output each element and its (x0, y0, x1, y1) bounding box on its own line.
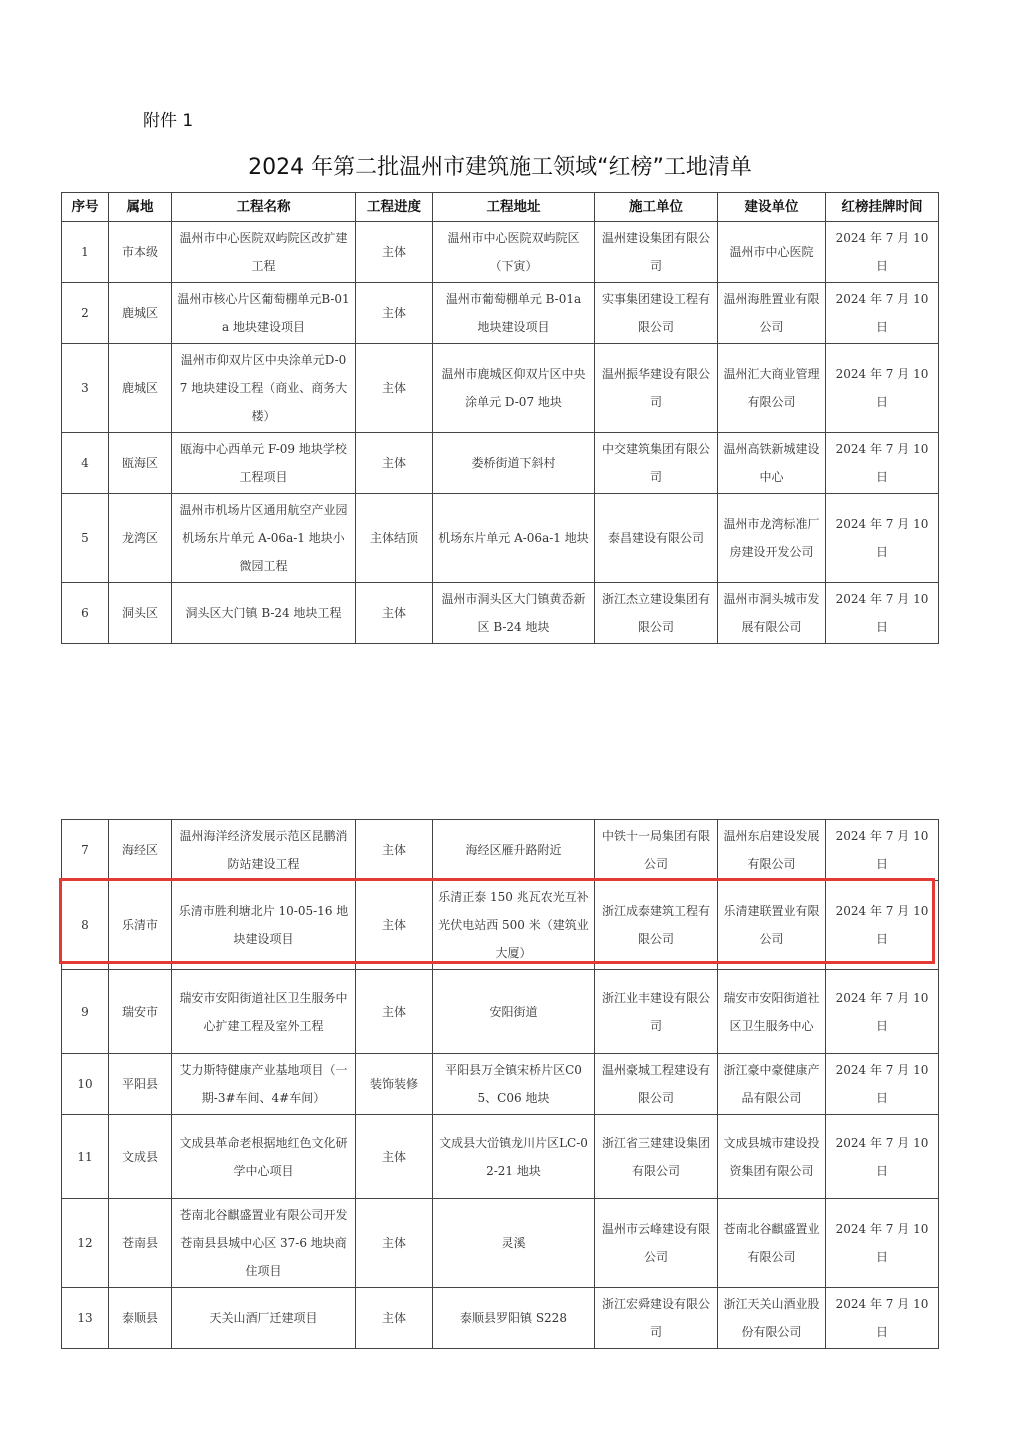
cell-no: 5 (62, 494, 109, 583)
table-row (62, 1288, 939, 1349)
cell-owner: 温州汇大商业管理有限公司 (718, 344, 826, 433)
cell-address: 平阳县万全镇宋桥片区C05、C06 地块 (433, 1054, 595, 1115)
cell-progress: 主体 (356, 583, 433, 644)
cell-owner: 浙江豪中豪健康产品有限公司 (718, 1054, 826, 1115)
table-header-row (62, 193, 939, 222)
cell-owner: 乐清建联置业有限公司 (718, 881, 826, 970)
cell-project: 温州市仰双片区中央涂单元D-07 地块建设工程（商业、商务大楼） (172, 344, 356, 433)
cell-project: 乐清市胜利塘北片 10-05-16 地块建设项目 (172, 881, 356, 970)
cell-address: 海经区雁升路附近 (433, 820, 595, 881)
table-row (62, 820, 939, 881)
cell-project: 温州市中心医院双屿院区改扩建工程 (172, 222, 356, 283)
cell-region: 市本级 (109, 222, 172, 283)
cell-owner: 文成县城市建设投资集团有限公司 (718, 1115, 826, 1199)
cell-date: 2024 年 7 月 10 日 (826, 1054, 939, 1115)
cell-address: 文成县大峃镇龙川片区LC-02-21 地块 (433, 1115, 595, 1199)
cell-no: 11 (62, 1115, 109, 1199)
header-contractor: 施工单位 (595, 193, 718, 222)
cell-date: 2024 年 7 月 10 日 (826, 222, 939, 283)
cell-date: 2024 年 7 月 10 日 (826, 1288, 939, 1349)
cell-project: 瑞安市安阳街道社区卫生服务中心扩建工程及室外工程 (172, 970, 356, 1054)
cell-project: 洞头区大门镇 B-24 地块工程 (172, 583, 356, 644)
cell-contractor: 中交建筑集团有限公司 (595, 433, 718, 494)
cell-address: 安阳街道 (433, 970, 595, 1054)
cell-project: 瓯海中心西单元 F-09 地块学校工程项目 (172, 433, 356, 494)
header-address: 工程地址 (433, 193, 595, 222)
header-project: 工程名称 (172, 193, 356, 222)
header-owner: 建设单位 (718, 193, 826, 222)
cell-contractor: 中铁十一局集团有限公司 (595, 820, 718, 881)
cell-contractor: 浙江成泰建筑工程有限公司 (595, 881, 718, 970)
cell-project: 温州市机场片区通用航空产业园机场东片单元 A-06a-1 地块小微园工程 (172, 494, 356, 583)
cell-progress: 装饰装修 (356, 1054, 433, 1115)
cell-contractor: 浙江杰立建设集团有限公司 (595, 583, 718, 644)
cell-address: 温州市葡萄棚单元 B-01a 地块建设项目 (433, 283, 595, 344)
cell-progress: 主体结顶 (356, 494, 433, 583)
cell-date: 2024 年 7 月 10 日 (826, 583, 939, 644)
cell-contractor: 温州振华建设有限公司 (595, 344, 718, 433)
table-row (62, 1199, 939, 1288)
cell-owner: 苍南北谷麒盛置业有限公司 (718, 1199, 826, 1288)
cell-project: 苍南北谷麒盛置业有限公司开发苍南县县城中心区 37-6 地块商住项目 (172, 1199, 356, 1288)
cell-date: 2024 年 7 月 10 日 (826, 433, 939, 494)
cell-region: 鹿城区 (109, 283, 172, 344)
cell-region: 瑞安市 (109, 970, 172, 1054)
cell-region: 文成县 (109, 1115, 172, 1199)
cell-region: 洞头区 (109, 583, 172, 644)
cell-progress: 主体 (356, 970, 433, 1054)
cell-no: 8 (62, 881, 109, 970)
cell-region: 泰顺县 (109, 1288, 172, 1349)
table-row-highlighted (62, 881, 939, 970)
cell-contractor: 浙江宏舜建设有限公司 (595, 1288, 718, 1349)
cell-progress: 主体 (356, 881, 433, 970)
cell-date: 2024 年 7 月 10 日 (826, 494, 939, 583)
cell-address: 机场东片单元 A-06a-1 地块 (433, 494, 595, 583)
cell-owner: 温州市龙湾标准厂房建设开发公司 (718, 494, 826, 583)
cell-progress: 主体 (356, 344, 433, 433)
cell-project: 天关山酒厂迁建项目 (172, 1288, 356, 1349)
cell-no: 3 (62, 344, 109, 433)
cell-region: 苍南县 (109, 1199, 172, 1288)
cell-date: 2024 年 7 月 10 日 (826, 970, 939, 1054)
cell-progress: 主体 (356, 820, 433, 881)
project-table-part2 (61, 819, 939, 1349)
cell-no: 13 (62, 1288, 109, 1349)
cell-contractor: 温州建设集团有限公司 (595, 222, 718, 283)
cell-contractor: 泰昌建设有限公司 (595, 494, 718, 583)
cell-address: 温州市洞头区大门镇黄岙新区 B-24 地块 (433, 583, 595, 644)
cell-no: 2 (62, 283, 109, 344)
cell-progress: 主体 (356, 1199, 433, 1288)
cell-owner: 温州市洞头城市发展有限公司 (718, 583, 826, 644)
cell-owner: 瑞安市安阳街道社区卫生服务中心 (718, 970, 826, 1054)
cell-date: 2024 年 7 月 10 日 (826, 344, 939, 433)
cell-no: 4 (62, 433, 109, 494)
header-region: 属地 (109, 193, 172, 222)
cell-progress: 主体 (356, 1288, 433, 1349)
cell-contractor: 温州豪城工程建设有限公司 (595, 1054, 718, 1115)
cell-owner: 温州市中心医院 (718, 222, 826, 283)
table-row (62, 583, 939, 644)
cell-date: 2024 年 7 月 10 日 (826, 283, 939, 344)
cell-progress: 主体 (356, 283, 433, 344)
cell-no: 7 (62, 820, 109, 881)
cell-date: 2024 年 7 月 10 日 (826, 820, 939, 881)
cell-date: 2024 年 7 月 10 日 (826, 1115, 939, 1199)
cell-address: 泰顺县罗阳镇 S228 (433, 1288, 595, 1349)
cell-no: 9 (62, 970, 109, 1054)
cell-address: 娄桥街道下斜村 (433, 433, 595, 494)
cell-progress: 主体 (356, 433, 433, 494)
cell-no: 6 (62, 583, 109, 644)
cell-project: 艾力斯特健康产业基地项目（一期-3#车间、4#车间） (172, 1054, 356, 1115)
header-progress: 工程进度 (356, 193, 433, 222)
cell-owner: 温州东启建设发展有限公司 (718, 820, 826, 881)
cell-region: 平阳县 (109, 1054, 172, 1115)
table-row (62, 433, 939, 494)
cell-region: 海经区 (109, 820, 172, 881)
table-row (62, 970, 939, 1054)
cell-no: 12 (62, 1199, 109, 1288)
table-row (62, 1115, 939, 1199)
cell-owner: 温州海胜置业有限公司 (718, 283, 826, 344)
cell-owner: 浙江天关山酒业股份有限公司 (718, 1288, 826, 1349)
attachment-label: 附件 1 (143, 111, 194, 131)
cell-region: 鹿城区 (109, 344, 172, 433)
cell-contractor: 温州市云峰建设有限公司 (595, 1199, 718, 1288)
header-no: 序号 (62, 193, 109, 222)
page-title: 2024 年第二批温州市建筑施工领域“红榜”工地清单 (248, 155, 752, 180)
cell-region: 龙湾区 (109, 494, 172, 583)
project-table-part1 (61, 192, 939, 644)
cell-date: 2024 年 7 月 10 日 (826, 1199, 939, 1288)
table-row (62, 494, 939, 583)
table-row (62, 222, 939, 283)
cell-progress: 主体 (356, 1115, 433, 1199)
cell-address: 温州市鹿城区仰双片区中央涂单元 D-07 地块 (433, 344, 595, 433)
header-date: 红榜挂牌时间 (826, 193, 939, 222)
cell-region: 瓯海区 (109, 433, 172, 494)
cell-contractor: 浙江业丰建设有限公司 (595, 970, 718, 1054)
cell-contractor: 实事集团建设工程有限公司 (595, 283, 718, 344)
cell-address: 温州市中心医院双屿院区（下寅） (433, 222, 595, 283)
table-row (62, 344, 939, 433)
cell-address: 灵溪 (433, 1199, 595, 1288)
cell-no: 10 (62, 1054, 109, 1115)
table-row (62, 283, 939, 344)
cell-no: 1 (62, 222, 109, 283)
cell-region: 乐清市 (109, 881, 172, 970)
cell-date: 2024 年 7 月 10 日 (826, 881, 939, 970)
cell-address: 乐清正泰 150 兆瓦农光互补光伏电站西 500 米（建筑业大厦） (433, 881, 595, 970)
cell-project: 温州海洋经济发展示范区昆鹏消防站建设工程 (172, 820, 356, 881)
cell-project: 文成县革命老根据地红色文化研学中心项目 (172, 1115, 356, 1199)
cell-progress: 主体 (356, 222, 433, 283)
cell-contractor: 浙江省三建建设集团有限公司 (595, 1115, 718, 1199)
cell-project: 温州市核心片区葡萄棚单元B-01a 地块建设项目 (172, 283, 356, 344)
cell-owner: 温州高铁新城建设中心 (718, 433, 826, 494)
table-row (62, 1054, 939, 1115)
